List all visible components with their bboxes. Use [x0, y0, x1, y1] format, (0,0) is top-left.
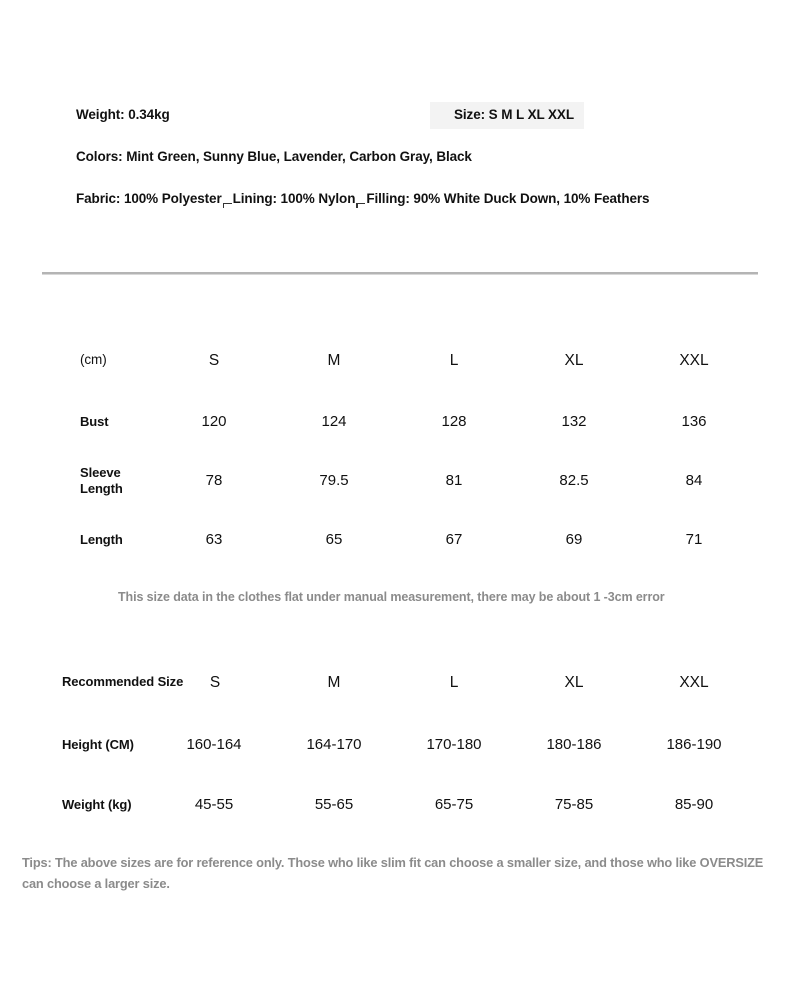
- spec-fabric: Fabric: 100% Polyester: [76, 191, 222, 206]
- cell-bust-m: 124: [321, 413, 347, 430]
- cell-height-m: 164-170: [306, 736, 362, 753]
- cell-weight-m: 55-65: [314, 796, 354, 813]
- row-label-sleeve-length: [80, 465, 123, 497]
- row-label-bust: Bust: [80, 414, 109, 429]
- cell-bust-l: 128: [441, 413, 467, 430]
- spec-colors: Colors: Mint Green, Sunny Blue, Lavender, Carbon Gray, Black: [76, 149, 472, 164]
- tips-text: Tips: The above sizes are for reference only. Those who like slim fit can choose a smaller size, and those who like OVERSIZE can choose a larger size.: [22, 855, 764, 891]
- unit-label: (cm): [80, 352, 107, 367]
- rec-column-header-xl: XL: [564, 674, 584, 691]
- spec-weight: Weight: 0.34kg: [76, 107, 170, 122]
- column-header-xxl: XXL: [679, 352, 709, 369]
- cell-length-xl: 69: [565, 531, 583, 548]
- cell-weight-l: 65-75: [434, 796, 474, 813]
- row-label-length: Length: [80, 532, 123, 547]
- spec-row-weight-size: [0, 105, 790, 147]
- rec-column-header-l: L: [449, 674, 459, 691]
- rec-column-header-m: M: [327, 674, 341, 691]
- cell-bust-s: 120: [201, 413, 227, 430]
- cell-bust-xl: 132: [561, 413, 587, 430]
- column-header-m: M: [327, 352, 341, 369]
- spec-lining: Lining: 100% Nylon: [232, 191, 356, 206]
- rec-column-header-s: S: [209, 674, 221, 691]
- cell-sleeve-xl: 82.5: [559, 472, 589, 489]
- column-header-s: S: [208, 352, 220, 369]
- row-label-sleeve-length-line1: Sleeve: [80, 465, 121, 480]
- cell-length-xxl: 71: [685, 531, 703, 548]
- table-row: [0, 459, 790, 518]
- table-header-row: [0, 340, 790, 400]
- measurement-note: This size data in the clothes flat under manual measurement, there may be about 1 -3cm error: [118, 590, 665, 604]
- cell-weight-s: 45-55: [194, 796, 234, 813]
- spec-material: [76, 189, 649, 209]
- cell-sleeve-l: 81: [445, 472, 463, 489]
- size-badge: Size: S M L XL XXL: [430, 102, 584, 129]
- spec-filling: Filling: 90% White Duck Down, 10% Feathers: [366, 191, 650, 206]
- column-header-xl: XL: [564, 352, 584, 369]
- cell-length-m: 65: [325, 531, 343, 548]
- cell-length-l: 67: [445, 531, 463, 548]
- cell-height-xl: 180-186: [546, 736, 602, 753]
- table-row: [0, 518, 790, 577]
- recommended-size-table: [0, 662, 790, 843]
- cell-weight-xxl: 85-90: [674, 796, 714, 813]
- recommended-size-label: Recommended Size: [62, 674, 184, 689]
- table-row: [0, 783, 790, 843]
- cell-sleeve-m: 79.5: [319, 472, 349, 489]
- row-label-height: Height (CM): [62, 737, 134, 752]
- cell-length-s: 63: [205, 531, 223, 548]
- section-divider: [42, 272, 758, 275]
- cell-sleeve-xxl: 84: [685, 472, 703, 489]
- table-row: [0, 400, 790, 459]
- row-label-sleeve-length-line2: Length: [80, 481, 123, 496]
- cell-height-xxl: 186-190: [666, 736, 722, 753]
- cell-height-s: 160-164: [186, 736, 242, 753]
- cell-height-l: 170-180: [426, 736, 482, 753]
- row-label-weight: Weight (kg): [62, 797, 132, 812]
- rec-column-header-xxl: XXL: [679, 674, 709, 691]
- product-spec-block: [0, 105, 790, 231]
- spec-row-material: [0, 189, 790, 231]
- column-header-l: L: [449, 352, 459, 369]
- cell-weight-xl: 75-85: [554, 796, 594, 813]
- table-header-row: [0, 662, 790, 723]
- cell-sleeve-s: 78: [205, 472, 223, 489]
- measurement-table: [0, 340, 790, 577]
- table-row: [0, 723, 790, 783]
- spec-row-colors: [0, 147, 790, 189]
- cell-bust-xxl: 136: [681, 413, 707, 430]
